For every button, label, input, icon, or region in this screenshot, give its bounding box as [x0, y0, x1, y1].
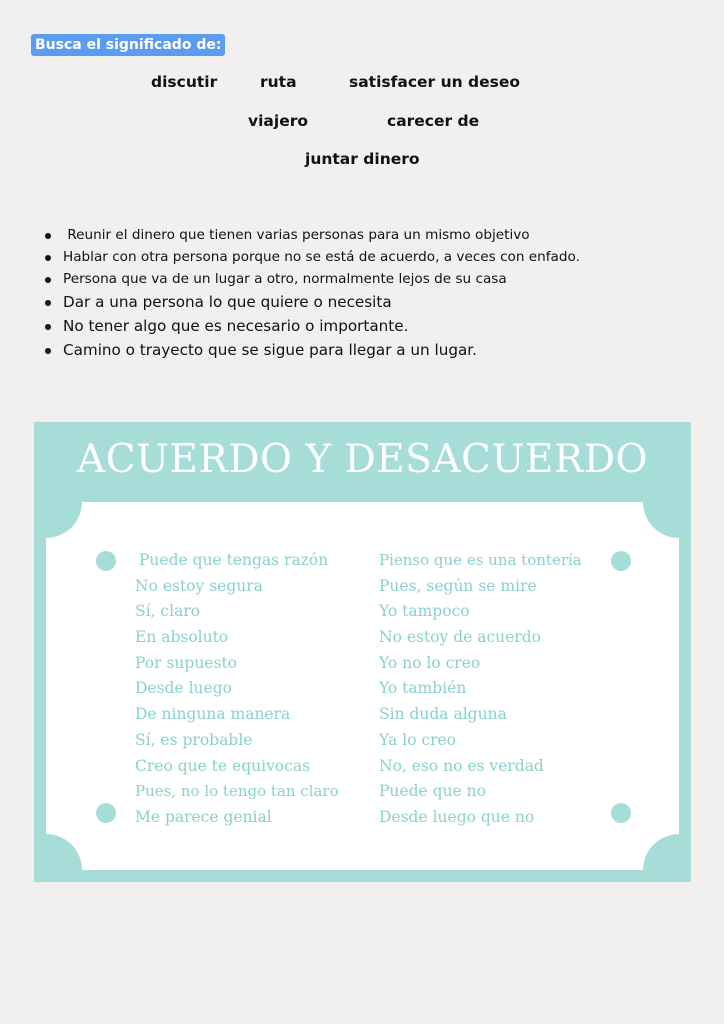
phrase-left: Pues, no lo tengo tan claro	[135, 782, 339, 800]
definition-item: Persona que va de un lugar a otro, normalmente lejos de su casa	[44, 268, 580, 290]
vocab-word-viajero: viajero	[248, 112, 308, 130]
phrase-right: Ya lo creo	[379, 731, 457, 749]
definition-item: Dar a una persona lo que quiere o necesita	[44, 290, 580, 314]
definition-item: Hablar con otra persona porque no se está de acuerdo, a veces con enfado.	[44, 246, 580, 268]
phrase-right: No, eso no es verdad	[379, 757, 544, 775]
vocab-word-satisfacer: satisfacer un deseo	[349, 73, 521, 91]
decorative-dot	[96, 551, 116, 571]
vocab-word-juntar: juntar dinero	[305, 150, 420, 168]
phrase-right: Sin duda alguna	[379, 705, 507, 723]
exercise-heading: Busca el significado de:	[31, 34, 225, 56]
vocab-word-ruta: ruta	[260, 73, 297, 91]
phrase-left: Por supuesto	[135, 654, 237, 672]
phrase-left: Puede que tengas razón	[139, 551, 329, 569]
agreement-card	[34, 422, 691, 882]
definition-item: No tener algo que es necesario o importante.	[44, 314, 580, 338]
definition-item: Camino o trayecto que se sigue para llegar a un lugar.	[44, 338, 580, 362]
phrase-left: Desde luego	[135, 679, 232, 697]
phrase-right: Yo no lo creo	[379, 654, 481, 672]
phrase-left: Me parece genial	[135, 808, 272, 826]
card-title: ACUERDO Y DESACUERDO	[77, 437, 648, 482]
phrase-left: Sí, claro	[135, 602, 201, 620]
definition-item: Reunir el dinero que tienen varias personas para un mismo objetivo	[44, 224, 580, 246]
decorative-dot	[96, 803, 116, 823]
vocab-word-carecer: carecer de	[387, 112, 480, 130]
phrase-left: Creo que te equivocas	[135, 757, 311, 775]
phrase-right: Yo también	[379, 679, 467, 697]
decorative-dot	[611, 551, 631, 571]
phrase-right: No estoy de acuerdo	[379, 628, 541, 646]
decorative-dot	[611, 803, 631, 823]
phrase-right: Puede que no	[379, 782, 486, 800]
phrase-left: Sí, es probable	[135, 731, 253, 749]
phrase-right: Pienso que es una tontería	[379, 551, 582, 569]
vocab-word-discutir: discutir	[151, 73, 218, 91]
phrase-right: Yo tampoco	[379, 602, 470, 620]
definitions-list	[44, 224, 580, 362]
phrase-right: Desde luego que no	[379, 808, 535, 826]
phrase-left: De ninguna manera	[135, 705, 291, 723]
phrase-right: Pues, según se mire	[379, 577, 537, 595]
phrase-left: No estoy segura	[135, 577, 263, 595]
phrase-left: En absoluto	[135, 628, 229, 646]
